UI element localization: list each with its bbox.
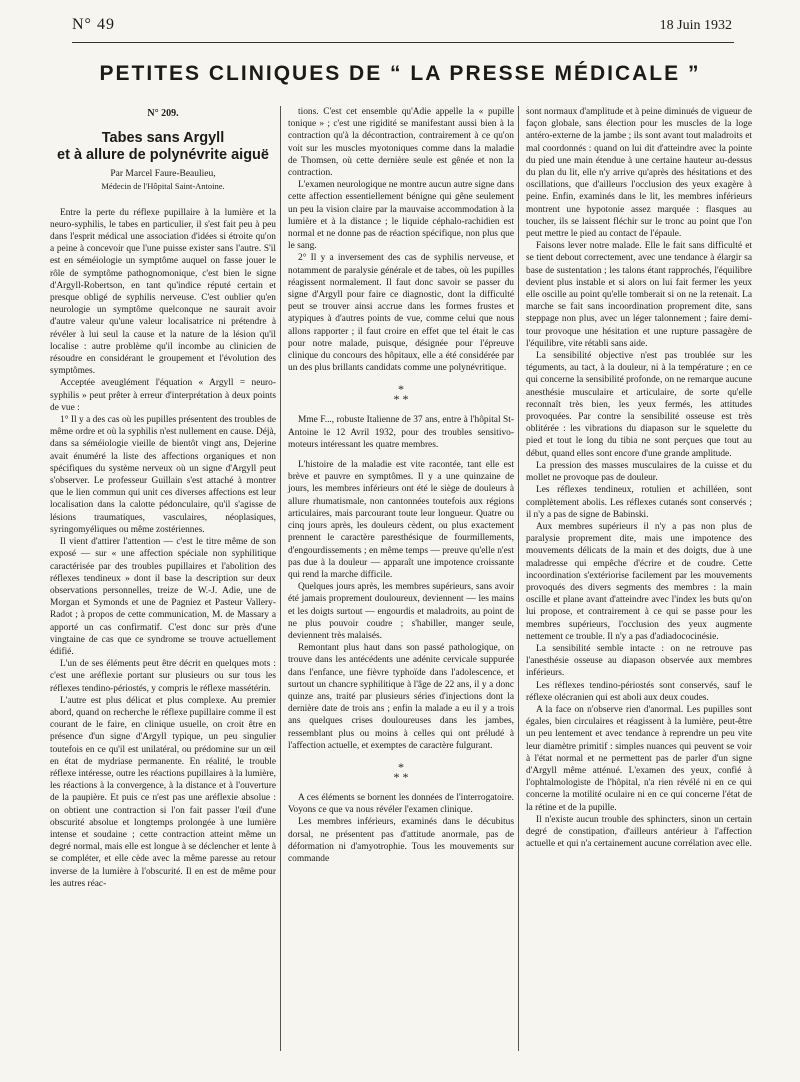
article-title-line-2: et à allure de polynévrite aiguë — [57, 147, 269, 164]
column-3 — [526, 106, 752, 850]
paragraph: La pression des masses musculaires de la cuisse et du mollet ne provoque pas de douleur. — [526, 460, 752, 484]
paragraph: L'histoire de la maladie est vite racontée, tant elle est brève et pauvre en symptômes. Il y a une quinzaine de jours, les membres inférieurs ont été le siège de douleurs à allure rhumatismale, non cantonnées toutefois aux régions articulaires, mais parcourant toute leur longueur. Quatre ou cinq jours après, les douleurs cèdent, ou plus exactement prennent le caractère paresthésique de fourmillements, d'engourdissements ; en même temps — preuve qu'elle n'est pas due à la douleur — apparaît une impotence croissante qui rend la marche difficile. — [288, 460, 514, 580]
paragraph: Mme F..., robuste Italienne de 37 ans, entre à l'hôpital St-Antoine le 12 Avril 1932, pour des troubles sensitivo-moteurs intéressant les quatre membres. — [288, 415, 514, 450]
paragraph: A ces éléments se bornent les données de l'interrogatoire. Voyons ce que va nous révéler l'examen clinique. — [288, 792, 514, 816]
column-2 — [288, 106, 514, 865]
paragraph: Aux membres supérieurs il n'y a pas non plus de paralysie proprement dite, mais une impotence des mouvements délicats de la main et des doigts, due à une maladresse qui empêche d'écrire et de coudre. Cette incoordination s'extériorise facilement par les mouvements provoqués des divers segments des membres : la main oscille et plane avant d'atteindre avec l'index les buts qu'on lui propose, et contrairement à ce qui se passe pour les membres supérieurs, l'occlusion des yeux augmente nettement ce trouble. Il n'y a pas d'adiadococinésie. — [526, 521, 752, 642]
paragraph: Quelques jours après, les membres supérieurs, sans avoir été jamais proprement douloureux, deviennent — les mains et les doigts surtout — engourdis et maladroits, au point de ne plus pouvoir coudre ; s'habiller, manger seule, deviennent très malaisés. — [288, 582, 514, 641]
article-number: N° 209. — [147, 108, 179, 119]
paragraph: Acceptée aveuglément l'équation « Argyll = neuro-syphilis » peut prêter à erreur d'interprétation à deux points de vue : — [50, 378, 276, 413]
paragraph: A la face on n'observe rien d'anormal. Les pupilles sont égales, bien circulaires et réagissent à la lumière, peut-être un peu lentement et avec tendance à reprendre un peu vite leur diamètre primitif : simples nuances qui peuvent se voir à l'état normal et ne permettent pas de parler d'un signe d'Argyll même atténué. L'examen des yeux, confié à l'ophtalmologiste de l'hôpital, n'a rien révélé ni en ce qui concerne la motilité oculaire ni en ce qui concerne l'état de la rétine et de la pupille. — [526, 704, 752, 813]
paragraph: Les réflexes tendino-périostés sont conservés, sauf le réflexe olécranien qui est aboli aux deux coudes. — [526, 680, 752, 703]
paragraph: sont normaux d'amplitude et à peine diminués de vigueur de façon globale, sans élection pour les muscles de la loge antéro-externe de la jambe ; ils sont avant tout maladroits et mal coordonnés : quand on lui dit d'atteindre avec la pointe du pied une main étendue à une certaine hauteur au-dessus du plan du lit, elle n'y arrive qu'après des hésitations et des oscillations, que d'ailleurs l'occlusion des yeux exagère à peine. Enfin, examinés dans le lit, les membres inférieurs montrent une hypotonie assez marquée : flasques au toucher, ils se laissent fléchir sur le tronc au point que l'on peut mettre le pied au contact de l'épaule. — [526, 107, 752, 240]
paragraph: 2° Il y a inversement des cas de syphilis nerveuse, et notamment de paralysie générale et de tabes, où les pupilles réagissent normalement. Il faut donc savoir se passer du signe d'Argyll pour faire ce diagnostic, dont la difficulté peut se trouver ainsi accrue dans les formes frustes et atypiques à d'autres points de vue, comme celui que nous allons rapporter ; il faut croire en effet que tel était le cas pour notre malade, puisque, désignée pour l'épreuve clinique du concours des hôpitaux, elle a été considérée par un des plus brillants candidats comme une polynévritique. — [288, 253, 514, 374]
issue-date: 18 Juin 1932 — [659, 18, 732, 33]
paragraph: La sensibilité objective n'est pas troublée sur les téguments, au tact, à la douleur, ni à la température ; en ce qui concerne la sensibilité profonde, on ne remarque aucune anesthésie musculaire et articulaire, de sorte qu'elle reconnaît très bien, les yeux fermés, les attitudes provoquées. Par contre la sensibilité osseuse est très oblitérée : les vibrations du diapason sur le squelette du pied et tout le long du tibia ne sont perçues que tout au début, quand elles sont encore d'une grande amplitude. — [526, 351, 752, 459]
issue-number: N° 49 — [72, 16, 115, 33]
paragraph: L'examen neurologique ne montre aucun autre signe dans cette affection essentiellement bénigne qui gêne seulement un peu la vision claire par la mauvaise accommodation à la lumière et à la distance ; le liquide céphalo-rachidien est normal et ne donne pas de réaction spécifique, non plus que le sang. — [288, 180, 514, 252]
section-separator: * * * — [393, 759, 409, 784]
masthead: PETITES CLINIQUES DE “ LA PRESSE MÉDICALE ” — [99, 62, 701, 85]
header-rule — [72, 42, 734, 43]
column-divider — [518, 106, 519, 1051]
section-separator: * * * — [393, 382, 409, 407]
author-affiliation: Médecin de l'Hôpital Saint-Antoine. — [101, 181, 225, 192]
paragraph: L'autre est plus délicat et plus complexe. Au premier abord, quand on recherche le réflexe pupillaire comme il est courant de le faire, en clinique usuelle, on croit être en présence d'un signe d'Argyll typique, un peu singulier toutefois en ce qu'il est unilatéral, ou prédomine sur un œil en état de mydriase permanente. En réalité, le trouble réflexe intéresse, outre les réactions pupillaires à la lumière, les réactions à la convergence, à la distance et à l'ouverture de la paupière. Et puis ce n'est pas une aréflexie absolue : on obtient une contraction si l'on fait passer l'œil d'une obscurité absolue et longtemps prolongée à une lumière intense et soudaine ; cette contraction atteint même un degré normal, mais elle est longue à se déclencher et lente à se compléter, et elle cède avec la même paresse au retour inverse de la lumière à l'obscurité. Il en est de même pour les autres réac- — [50, 695, 276, 889]
paragraph: Entre la perte du réflexe pupillaire à la lumière et la neuro-syphilis, le tabes en particulier, il s'est fait peu à peu dans l'esprit médical une association d'idées si étroite qu'on a peine à concevoir que l'une puisse exister sans l'autre. S'il est en séméiologie un symptôme auquel on fasse jouer le rôle de symptôme pathognomonique, c'est bien le signe d'Argyll-Robertson, en tant qu'indice réputé certain et presque obligé de syphilis nerveuse. C'est oublier qu'en neurologie un symptôme quelconque ne saurait avoir d'autre valeur qu'une valeur localisatrice ni prétendre à révéler à lui seul la cause et la nature de la lésion qu'il localise : autre problème qu'il incombe au clinicien de résoudre en considérant le groupement et l'évolution des symptômes. — [50, 207, 276, 377]
paragraph: 1° Il y a des cas où les pupilles présentent des troubles de même ordre et où la syphilis n'est nullement en cause. Déjà, dans sa séméiologie vieille de bientôt vingt ans, Dejerine avait énuméré la liste des affections organiques et non spécifiques du système nerveux où un signe d'Argyll peut s'observer. Le professeur Guillain s'est attaché à montrer que le lien commun qui unit ces diverses affections est leur localisation dans la calotte pédonculaire, qu'il s'agisse de lésions traumatiques, vasculaires, néoplasiques, syringomyéliques ou même zostériennes. — [50, 415, 276, 535]
paragraph: La sensibilité semble intacte : on ne retrouve pas l'anesthésie osseuse au diapason observée aux membres inférieurs. — [526, 643, 752, 679]
paragraph: Les réflexes tendineux, rotulien et achilléen, sont complètement abolis. Les réflexes cutanés sont conservés ; il n'y a pas de signe de Babinski. — [526, 485, 752, 520]
article-author: Par Marcel Faure-Beaulieu, — [110, 169, 216, 180]
paragraph: Remontant plus haut dans son passé pathologique, on trouve dans les antécédents une adénite cervicale suppurée dans l'enfance, une fièvre typhoïde dans l'adolescence, et surtout un chancre syphilitique à l'âge de 22 ans, il y a donc quinze ans, traité par plusieurs séries d'injections dont la dernière date de trois ans ; enfin la malade a eu il y a trois ans quelques crises douloureuses dans les jambes, ressemblant plus ou moins à celles qui ont préludé à l'affection actuelle, et exemptes de caractère fulgurant. — [288, 643, 514, 751]
paragraph: Il n'existe aucun trouble des sphincters, sinon un certain degré de constipation, d'ailleurs antérieur à l'affection actuelle et qui n'a certainement aucune corrélation avec elle. — [526, 814, 752, 850]
paragraph: Les membres inférieurs, examinés dans le décubitus dorsal, ne présentent pas d'attitude anormale, pas de déformation ni d'amyotrophie. Tous les mouvements sur commande — [288, 817, 514, 864]
column-divider — [280, 106, 281, 1051]
column-1 — [50, 100, 276, 890]
paragraph: tions. C'est cet ensemble qu'Adie appelle la « pupille tonique » ; c'est une rigidité se manifestant aussi bien à la contraction qu'à la décontraction, contrairement à ce qu'on voit sur les muscles myotoniques comme dans la maladie de Thomsen, où cette dernière seule est gênée et non la contraction. — [288, 107, 514, 179]
paragraph: L'un de ses éléments peut être décrit en quelques mots : c'est une aréflexie portant sur plusieurs ou sur tous les réflexes tendino-périostés, y compris le réflexe massétérin. — [50, 659, 276, 694]
paragraph: Il vient d'attirer l'attention — c'est le titre même de son exposé — sur « une affection spéciale non syphilitique caractérisée par des troubles pupillaires et l'abolition des réflexes tendineux » dont il base la description sur deux observations personnelles, treize de W.-J. Adie, une de Morgan et Symonds et une de Pagniez et Pasteur Vallery-Radot ; à propos de cette communication, M. de Massary a apporté un cas confirmatif. C'est donc sur près d'une vingtaine de cas que ce syndrome se trouve actuellement édifié. — [50, 537, 276, 657]
article-title-line-1: Tabes sans Argyll — [101, 130, 225, 147]
paragraph: Faisons lever notre malade. Elle le fait sans difficulté et se tient debout correctement, avec une tendance à élargir sa base de sustentation ; les talons étant rapprochés, l'équilibre devient plus instable et si alors on lui fait fermer les yeux elle oscille au point qu'elle tomberait si on ne la retenait. La marche se fait sans incoordination proprement dite, sans steppage non plus, avec un léger talonnement ; faire demi-tour provoque une hésitation et une rupture passagère de l'équilibre, vite rétabli sans aide. — [526, 241, 752, 349]
